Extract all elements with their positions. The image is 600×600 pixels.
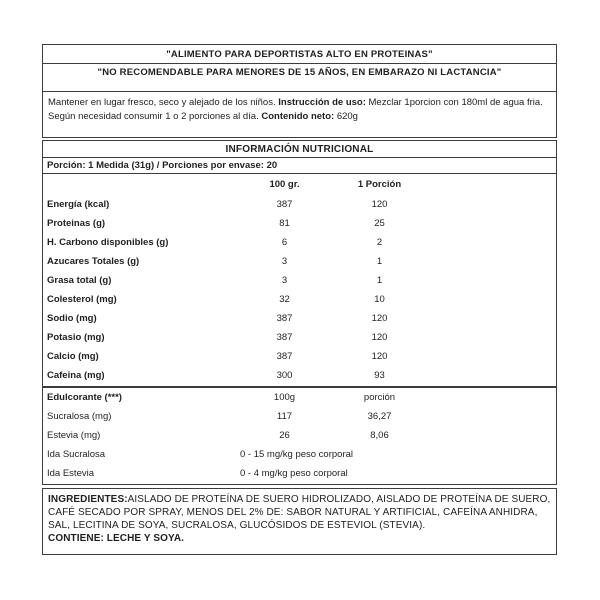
sweetener-section-label: Edulcorante (***) (47, 392, 122, 403)
table-row-sodio (43, 309, 556, 328)
sweetener-row-estevia (43, 426, 556, 445)
ida-label: Ida Estevia (47, 468, 94, 479)
nutrient-per100: 3 (281, 275, 288, 286)
table-row-proteinas (43, 214, 556, 233)
nutrient-label: Proteinas (g) (47, 218, 106, 229)
ingredients-label: INGREDIENTES: (48, 494, 128, 505)
nutrient-porcion: 120 (371, 351, 388, 362)
usage-instruction-text: Mezclar 1porcion con 180ml de agua fria. Según necesidad consumir 1 o 2 porciones al día. (48, 97, 543, 122)
nutrient-per100: 387 (276, 332, 293, 343)
table-row-azucares (43, 252, 556, 271)
table-row-grasa (43, 271, 556, 290)
sweetener-porcion: 36,27 (367, 411, 392, 422)
nutrient-per100: 387 (276, 199, 293, 210)
nutrient-label: Sodio (mg) (47, 313, 97, 324)
sweetener-porcion: 8,06 (370, 430, 389, 441)
ida-row-estevia (43, 464, 556, 483)
nutrient-per100: 387 (276, 351, 293, 362)
sweetener-per100: 117 (276, 411, 293, 422)
serving-size-line: Porción: 1 Medida (31g) / Porciones por envase: 20 (42, 157, 557, 174)
nutrient-porcion: 120 (371, 332, 388, 343)
nutrient-porcion: 1 (376, 275, 383, 286)
nutrient-per100: 6 (281, 237, 288, 248)
sweetener-label: Estevia (mg) (47, 430, 101, 441)
net-content-label: Contenido neto: (261, 111, 335, 122)
nutrient-porcion: 2 (376, 237, 383, 248)
sweetener-column-porcion: porción (363, 392, 396, 403)
nutrient-label: Energía (kcal) (47, 199, 110, 210)
storage-instructions (42, 91, 557, 138)
nutrient-label: H. Carbono disponibles (g) (47, 237, 169, 248)
nutrient-porcion: 10 (374, 294, 385, 305)
table-row-energia (43, 195, 556, 214)
product-claim-title: "ALIMENTO PARA DEPORTISTAS ALTO EN PROTEINAS" (42, 44, 557, 64)
nutrient-per100: 32 (279, 294, 290, 305)
nutrient-porcion: 120 (371, 313, 388, 324)
allergen-statement: CONTIENE: LECHE Y SOYA. (48, 533, 185, 544)
nutrient-per100: 387 (276, 313, 293, 324)
nutrient-porcion: 1 (376, 256, 383, 267)
nutrition-label (42, 44, 557, 555)
nutrient-per100: 81 (279, 218, 290, 229)
nutrient-label: Azucares Totales (g) (47, 256, 140, 267)
nutrient-label: Colesterol (mg) (47, 294, 117, 305)
storage-text: Mantener en lugar fresco, seco y alejado de los niños. (48, 97, 279, 108)
nutrient-per100: 300 (276, 370, 293, 381)
sweetener-column-per100: 100g (273, 392, 296, 403)
nutrient-porcion: 25 (374, 218, 385, 229)
table-row-potasio (43, 328, 556, 347)
sweetener-table (42, 387, 557, 485)
ida-label: Ida Sucralosa (47, 449, 106, 460)
net-content-value: 620g (334, 111, 358, 122)
nutrient-porcion: 120 (371, 199, 388, 210)
nutrition-table (42, 173, 557, 387)
column-header-per100: 100 gr. (269, 179, 300, 190)
ida-value: 0 - 15 mg/kg peso corporal (240, 449, 354, 460)
sweetener-per100: 26 (279, 430, 290, 441)
nutrition-facts-header: INFORMACIÓN NUTRICIONAL (42, 140, 557, 158)
ingredients-text: AISLADO DE PROTEÍNA DE SUERO HIDROLIZADO, AISLADO DE PROTEÍNA DE SUERO, CAFÉ SECADO POR SPRAY, MENOS DEL 2% DE: SABOR NATURAL Y ARTIFICIAL, CAFEÍNA ANHIDRA, SAL, LECITINA DE SOYA, SUCRALOSA, GLUCÓSIDOS DE ESTEVIOL (STEVIA). (48, 494, 551, 531)
nutrient-per100: 3 (281, 256, 288, 267)
ida-row-sucralosa (43, 445, 556, 464)
table-row-carbohidratos (43, 233, 556, 252)
nutrient-label: Cafeina (mg) (47, 370, 105, 381)
nutrient-label: Calcio (mg) (47, 351, 99, 362)
table-row-cafeina (43, 366, 556, 385)
sweetener-header-row (43, 388, 556, 407)
sweetener-row-sucralosa (43, 407, 556, 426)
ingredients-section (42, 488, 557, 555)
nutrient-porcion: 93 (374, 370, 385, 381)
table-header-row (43, 174, 556, 195)
table-row-calcio (43, 347, 556, 366)
nutrient-label: Grasa total (g) (47, 275, 112, 286)
usage-instruction-label: Instrucción de uso: (278, 97, 366, 108)
ida-value: 0 - 4 mg/kg peso corporal (240, 468, 348, 479)
table-row-colesterol (43, 290, 556, 309)
column-header-porcion: 1 Porción (357, 179, 402, 190)
sweetener-label: Sucralosa (mg) (47, 411, 112, 422)
age-warning-banner: "NO RECOMENDABLE PARA MENORES DE 15 AÑOS, EN EMBARAZO NI LACTANCIA" (42, 63, 557, 92)
nutrient-label: Potasio (mg) (47, 332, 105, 343)
